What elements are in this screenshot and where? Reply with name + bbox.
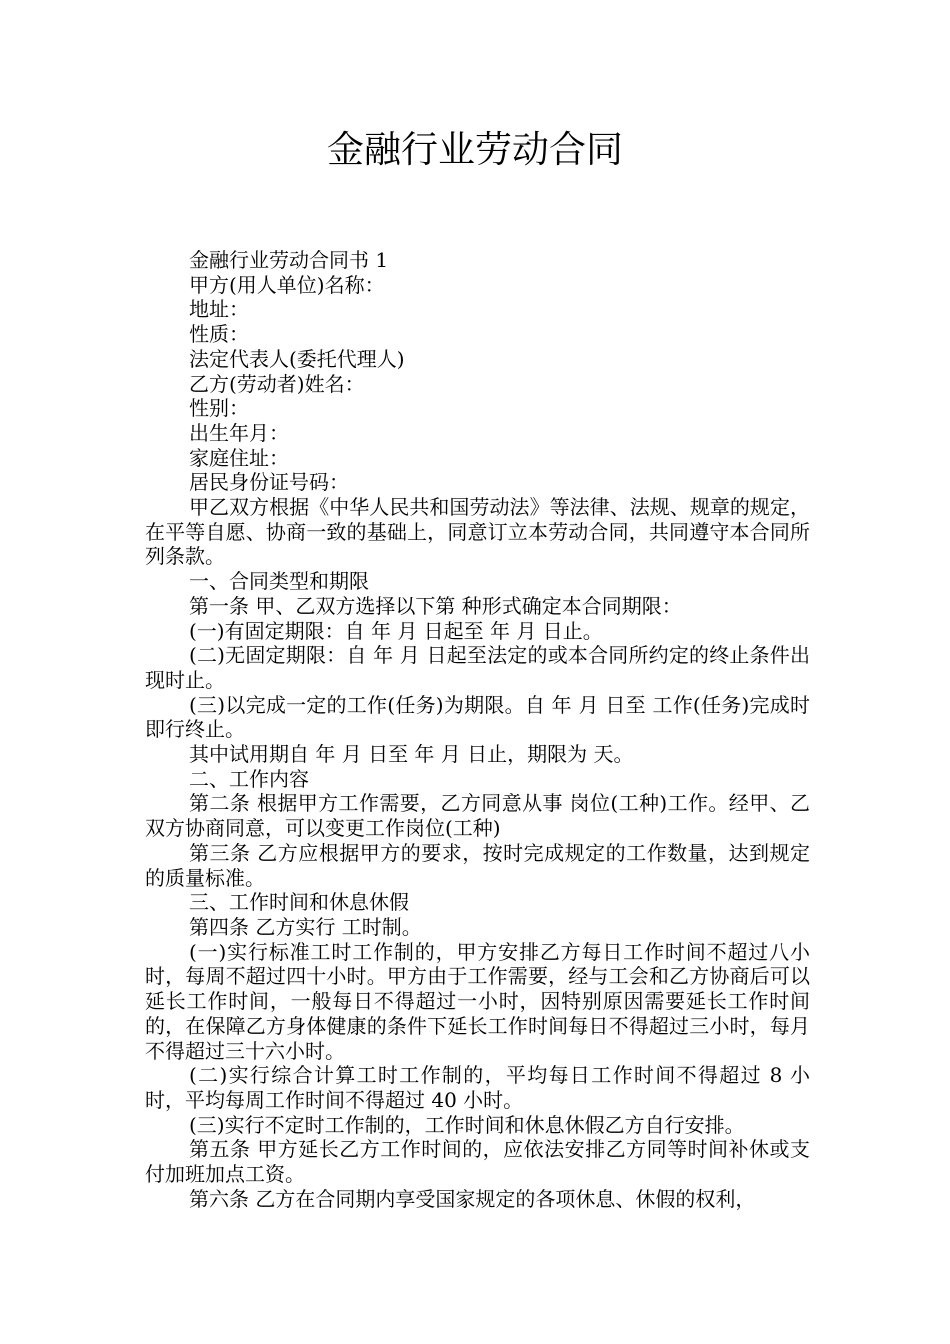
article-4-item-1: (一)实行标准工时工作制的，甲方安排乙方每日工作时间不超过八小时，每周不超过四十小时。甲方由于工作需要，经与工会和乙方协商后可以延长工作时间，一般每日不得超过一小时，因特别原因需要延长工作时间的，在保障乙方身体健康的条件下延长工作时间每日不得超过三小时，每月不得超过三十六小时。 xyxy=(145,939,810,1063)
section-heading-work-content: 二、工作内容 xyxy=(189,766,309,791)
article-1-item-2: (二)无固定期限：自 年 月 日起至法定的或本合同所约定的终止条件出现时止。 xyxy=(145,643,810,692)
article-4-item-3: (三)实行不定时工作制的，工作时间和休息休假乙方自行安排。 xyxy=(189,1112,745,1137)
paragraph-probation: 其中试用期自 年 月 日至 年 月 日止，期限为 天。 xyxy=(189,742,634,767)
article-4-item-2: (二)实行综合计算工时工作制的，平均每日工作时间不得超过 8 小时，平均每周工作时间不得超过 40 小时。 xyxy=(145,1063,810,1112)
document-title: 金融行业劳动合同 xyxy=(327,128,623,171)
document-body xyxy=(145,248,810,1211)
paragraph-legal-representative: 法定代表人(委托代理人) xyxy=(189,346,405,371)
section-heading-contract-type: 一、合同类型和期限 xyxy=(189,569,369,594)
paragraph-contract-number: 金融行业劳动合同书 1 xyxy=(189,248,389,272)
article-5: 第五条 甲方延长乙方工作时间的，应依法安排乙方同等时间补休或支付加班加点工资。 xyxy=(145,1137,810,1187)
paragraph-gender: 性别： xyxy=(189,396,249,421)
paragraph-nature: 性质： xyxy=(189,322,249,347)
article-6: 第六条 乙方在合同期内享受国家规定的各项休息、休假的权利， xyxy=(189,1186,756,1211)
article-1-item-3: (三)以完成一定的工作(任务)为期限。自 年 月 日至 工作(任务)完成时即行终止。 xyxy=(145,692,810,742)
paragraph-home-address: 家庭住址： xyxy=(189,445,289,470)
paragraph-address: 地址： xyxy=(189,297,249,322)
paragraph-id-number: 居民身份证号码： xyxy=(189,470,349,495)
paragraph-preamble: 甲乙双方根据《中华人民共和国劳动法》等法律、法规、规章的规定，在平等自愿、协商一致的基础上，同意订立本劳动合同，共同遵守本合同所列条款。 xyxy=(145,495,810,569)
paragraph-party-a-name: 甲方(用人单位)名称： xyxy=(189,272,385,297)
paragraph-birth-date: 出生年月： xyxy=(189,420,289,445)
article-2: 第二条 根据甲方工作需要，乙方同意从事 岗位(工种)工作。经甲、乙双方协商同意，可以变更工作岗位(工种) xyxy=(145,791,810,841)
article-1-item-1: (一)有固定期限：自 年 月 日起至 年 月 日止。 xyxy=(189,618,603,643)
article-3: 第三条 乙方应根据甲方的要求，按时完成规定的工作数量，达到规定的质量标准。 xyxy=(145,840,810,890)
paragraph-party-b-name: 乙方(劳动者)姓名： xyxy=(189,371,365,396)
article-1: 第一条 甲、乙双方选择以下第 种形式确定本合同期限： xyxy=(189,593,682,618)
section-heading-working-hours: 三、工作时间和休息休假 xyxy=(189,890,409,915)
article-4: 第四条 乙方实行 工时制。 xyxy=(189,914,422,939)
